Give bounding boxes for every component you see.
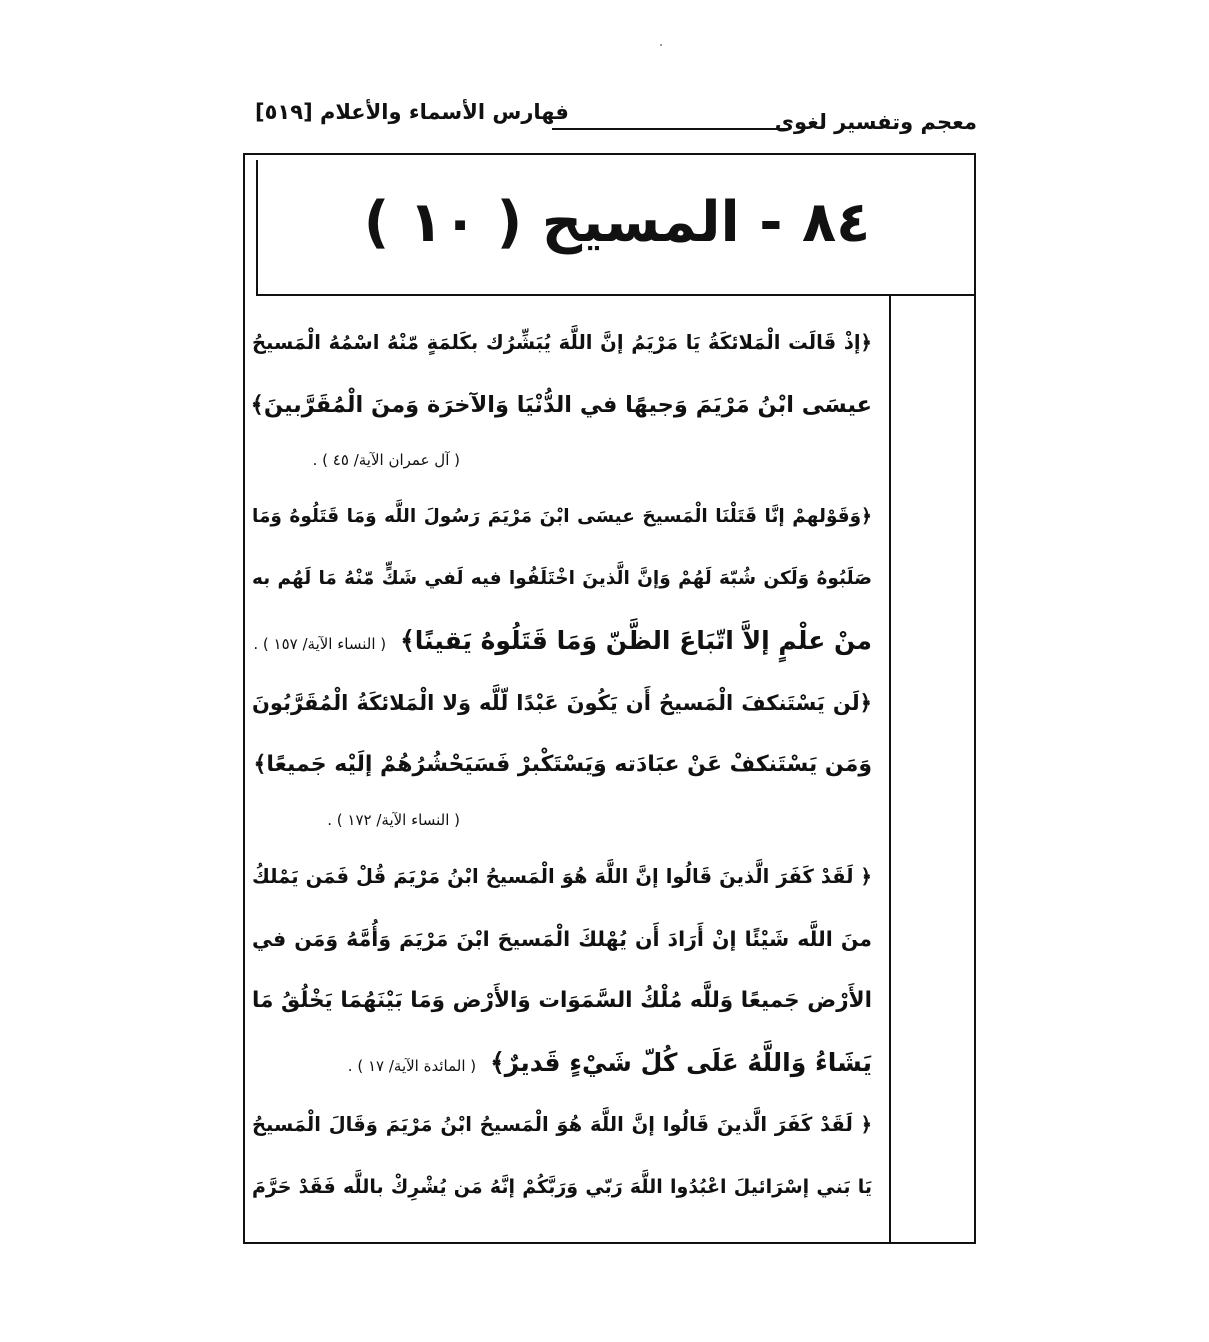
verse-line: ﴿إذْ قَالَت الْمَلائكَةُ يَا مَرْيَمُ إنَّ اللَّهَ يُبَشِّرُك بكَلمَةٍ مّنْهُ اسْمُهُ الْمَسيحُ (252, 331, 872, 354)
verse-line: يَا بَني إسْرَائيلَ اعْبُدُوا اللَّهَ رَبّي وَرَبَّكُمْ إنَّهُ مَن يُشْرِكْ باللَّه فَقَدْ حَرَّمَ (252, 1176, 872, 1198)
verse-block (252, 1094, 872, 1218)
verse-reference: ( النساء الآية/ ١٧٢ ) . (327, 811, 460, 829)
entry-body (252, 312, 872, 1218)
verse-block (252, 672, 872, 832)
verse-reference: ( النساء الآية/ ١٥٧ ) . (253, 635, 387, 653)
verse-line-text: منْ علْمٍ إلاَّ اتّبَاعَ الظَّنّ وَمَا قَتَلُوهُ يَقينًا﴾ (400, 626, 872, 655)
running-header-book: معجم وتفسير لغوى (774, 110, 977, 134)
verse-line: منَ اللَّه شَيْئًا إنْ أَرَادَ أَن يُهْلكَ الْمَسيحَ ابْنَ مَرْيَمَ وَأُمَّهُ وَمَن في (252, 927, 872, 951)
verse-line-text: يَشَاءُ وَاللَّهُ عَلَى كُلّ شَيْءٍ قَديرٌ﴾ (490, 1048, 872, 1077)
verse-block (252, 486, 872, 672)
scan-speck (660, 44, 662, 46)
entry-title: ٨٤ - المسيح ( ١٠ ) (363, 189, 871, 255)
verse-line (252, 610, 872, 672)
verse-block (252, 846, 872, 1094)
running-header-section: فهارس الأسماء والأعلام [٥١٩] (255, 100, 569, 124)
verse-reference: ( آل عمران الآية/ ٤٥ ) . (312, 451, 460, 469)
verse-line: ﴿وَقَوْلهمْ إنَّا قَتَلْنَا الْمَسيحَ عيسَى ابْنَ مَرْيَمَ رَسُولَ اللَّه وَمَا قَتَلُوهُ وَمَا (252, 506, 872, 527)
verse-line: صَلَبُوهُ وَلَكن شُبّهَ لَهُمْ وَإنَّ الَّذينَ اخْتَلَفُوا فيه لَفي شَكٍّ مّنْهُ مَا لَهُم به (252, 568, 872, 589)
margin-column-divider (889, 296, 891, 1244)
verse-line: ﴿ لَقَدْ كَفَرَ الَّذينَ قَالُوا إنَّ اللَّهَ هُوَ الْمَسيحُ ابْنُ مَرْيَمَ قُلْ فَمَن يَمْلكُ (252, 865, 872, 888)
verse-line: وَمَن يَسْتَنكفْ عَنْ عبَادَته وَيَسْتَكْبرْ فَسَيَحْشُرُهُمْ إلَيْه جَميعًا﴾ (253, 752, 872, 777)
verse-line: عيسَى ابْنُ مَرْيَمَ وَجيهًا في الدُّنْيَا وَالآخرَة وَمنَ الْمُقَرَّبينَ﴾ (250, 392, 872, 418)
header-rule (552, 128, 788, 130)
verse-line: ﴿لَن يَسْتَنكفَ الْمَسيحُ أَن يَكُونَ عَبْدًا لّلَّه وَلا الْمَلائكَةُ الْمُقَرَّبُونَ (252, 691, 872, 715)
verse-line: الأَرْض جَميعًا وَللَّه مُلْكُ السَّمَوَات وَالأَرْض وَمَا بَيْنَهُمَا يَخْلُقُ مَا (252, 988, 872, 1013)
verse-block (252, 312, 872, 472)
verse-line (252, 1032, 872, 1094)
title-box (256, 160, 976, 296)
verse-line: ﴿ لَقَدْ كَفَرَ الَّذينَ قَالُوا إنَّ اللَّهَ هُوَ الْمَسيحُ ابْنُ مَرْيَمَ وَقَالَ الْمَسيحُ (252, 1113, 872, 1136)
verse-reference: ( المائدة الآية/ ١٧ ) . (347, 1057, 477, 1075)
